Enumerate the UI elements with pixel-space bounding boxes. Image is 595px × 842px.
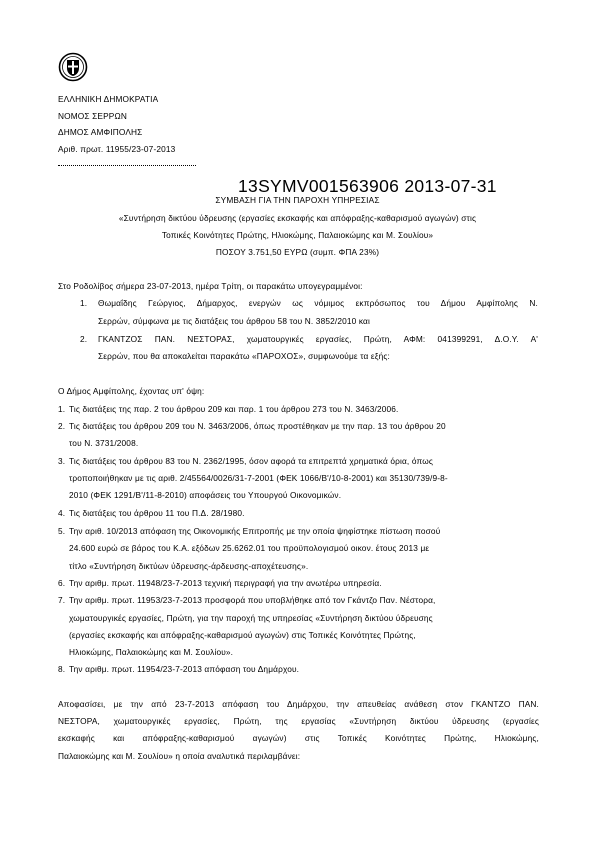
item-line: τροποποιήθηκαν με τις αριθ. 2/45564/0026/31-7-2001 (ΦΕΚ 1066/Β'/10-8-2001) και 35130/739/9-8- bbox=[69, 473, 448, 483]
header-country: ΕΛΛΗΝΙΚΗ ΔΗΜΟΚΡΑΤΙΑ bbox=[58, 94, 159, 104]
item-line: 2010 (ΦΕΚ 1291/Β'/11-8-2010) αποφάσεις του Υπουργού Οικονομικών. bbox=[69, 490, 342, 500]
greek-emblem-icon bbox=[58, 52, 88, 82]
item-line: χωματουργικές εργασίες, Πρώτη, για την παροχή της υπηρεσίας «Συντήρηση δικτύου ύδρευσης bbox=[69, 613, 433, 623]
item-number: 3. bbox=[58, 456, 66, 466]
item-line: Τις διατάξεις της παρ. 2 του άρθρου 209 και παρ. 1 του άρθρου 273 του Ν. 3463/2006. bbox=[69, 404, 399, 414]
party-line: Σερρών, που θα αποκαλείται παρακάτω «ΠΑΡΟΧΟΣ», συμφωνούμε τα εξής: bbox=[98, 351, 390, 361]
item-line: 24.600 ευρώ σε βάρος του Κ.Α. εξόδων 25.6262.01 του προϋπολογισμού οικον. έτους 2013 με bbox=[69, 543, 430, 553]
item-number: 8. bbox=[58, 664, 66, 674]
party-line: Σερρών, σύμφωνα με τις διατάξεις του άρθρου 58 του Ν. 3852/2010 και bbox=[98, 316, 370, 326]
contract-amount: ΠΟΣΟΥ 3.751,50 ΕΥΡΩ (συμπ. ΦΠΑ 23%) bbox=[215, 247, 380, 257]
item-line: τίτλο «Συντήρηση δικτύων ύδρευσης-άρδευσης-αποχέτευσης». bbox=[69, 561, 309, 571]
item-number: 7. bbox=[58, 595, 66, 605]
item-number: 2. bbox=[58, 421, 66, 431]
header-prefecture: ΝΟΜΟΣ ΣΕΡΡΩΝ bbox=[58, 111, 127, 121]
item-line: (εργασίες εκσκαφής και απόφραξης-καθαρισμού αγωγών) στις Τοπικές Κοινότητες Πρώτης, bbox=[69, 630, 416, 640]
item-line: Την αριθ. 10/2013 απόφαση της Οικονομικής Επιτροπής με την οποία ψηφίστηκε πίστωση ποσού bbox=[69, 526, 441, 536]
item-line: Την αριθμ. πρωτ. 11953/23-7-2013 προσφορά που υποβλήθηκε από τον Γκάντζο Παν. Νέστορα, bbox=[69, 595, 436, 605]
ada-identifier: 13SYMV001563906 2013-07-31 bbox=[238, 176, 497, 196]
item-line: Τις διατάξεις του άρθρου 11 του Π.Δ. 28/1980. bbox=[69, 508, 245, 518]
header-municipality: ΔΗΜΟΣ ΑΜΦΙΠΟΛΗΣ bbox=[58, 127, 143, 137]
item-line: Τις διατάξεις του άρθρου 83 του Ν. 2362/1995, όσον αφορά τα επιτρεπτά χρηματικά όρια, όπως bbox=[69, 456, 434, 466]
header-divider bbox=[58, 165, 196, 166]
item-number: 1. bbox=[58, 404, 66, 414]
header-protocol-number: Αριθ. πρωτ. 11955/23-07-2013 bbox=[58, 144, 176, 154]
item-line: του Ν. 3731/2008. bbox=[69, 438, 139, 448]
contract-title: ΣΥΜΒΑΣΗ ΓΙΑ ΤΗΝ ΠΑΡΟΧΗ ΥΠΗΡΕΣΙΑΣ bbox=[215, 195, 380, 205]
item-number: 6. bbox=[58, 578, 66, 588]
party-number: 1. bbox=[80, 298, 88, 308]
item-number: 5. bbox=[58, 526, 66, 536]
decision-line: Αποφασίσει, με την από 23-7-2013 απόφαση του Δημάρχου, την απευθείας ανάθεση στον ΓΚΑΝΤΖΟ ΠΑΝ. bbox=[58, 699, 539, 709]
decision-line: ΝΕΣΤΟΡΑ, χωματουργικές εργασίες, Πρώτη, της εργασίας «Συντήρηση δικτύου ύδρευσης (εργασίες bbox=[58, 716, 539, 726]
item-line: Την αριθμ. πρωτ. 11954/23-7-2013 απόφαση του Δημάρχου. bbox=[69, 664, 300, 674]
party-line: ΓΚΑΝΤΖΟΣ ΠΑΝ. ΝΕΣΤΟΡΑΣ, χωματουργικές εργασίες, Πρώτη, ΑΦΜ: 041399291, Δ.Ο.Υ. Α' bbox=[98, 334, 538, 344]
item-line: Την αριθμ. πρωτ. 11948/23-7-2013 τεχνική περιγραφή για την ανωτέρω υπηρεσία. bbox=[69, 578, 382, 588]
item-line: Τις διατάξεις του άρθρου 209 του Ν. 3463/2006, όπως προστέθηκαν με την παρ. 13 του άρθρου 20 bbox=[69, 421, 446, 431]
considering-heading: Ο Δήμος Αμφίπολης, έχοντας υπ' όψη: bbox=[58, 386, 205, 396]
decision-line: εκσκαφής και απόφραξης-καθαρισμού αγωγών) στις Τοπικές Κοινότητες Πρώτης, Ηλιοκώμης, bbox=[58, 733, 539, 743]
contract-subject-line2: Τοπικές Κοινότητες Πρώτης, Ηλιοκώμης, Παλαιοκώμης και Μ. Σουλίου» bbox=[161, 230, 434, 240]
contract-subject-line1: «Συντήρηση δικτύου ύδρευσης (εργασίες εκσκαφής και απόφραξης-καθαρισμού αγωγών) στις bbox=[118, 213, 477, 223]
item-number: 4. bbox=[58, 508, 66, 518]
item-line: Ηλιοκώμης, Παλαιοκώμης και Μ. Σουλίου». bbox=[69, 647, 234, 657]
party-number: 2. bbox=[80, 334, 88, 344]
intro-text: Στο Ροδολίβος σήμερα 23-07-2013, ημέρα Τρίτη, οι παρακάτω υπογεγραμμένοι: bbox=[58, 281, 363, 291]
party-line: Θωμαΐδης Γεώργιος, Δήμαρχος, ενεργών ως νόμιμος εκπρόσωπος του Δήμου Αμφίπολης Ν. bbox=[98, 298, 538, 308]
decision-line: Παλαιοκώμης και Μ. Σουλίου» η οποία αναλυτικά περιλαμβάνει: bbox=[58, 751, 301, 761]
